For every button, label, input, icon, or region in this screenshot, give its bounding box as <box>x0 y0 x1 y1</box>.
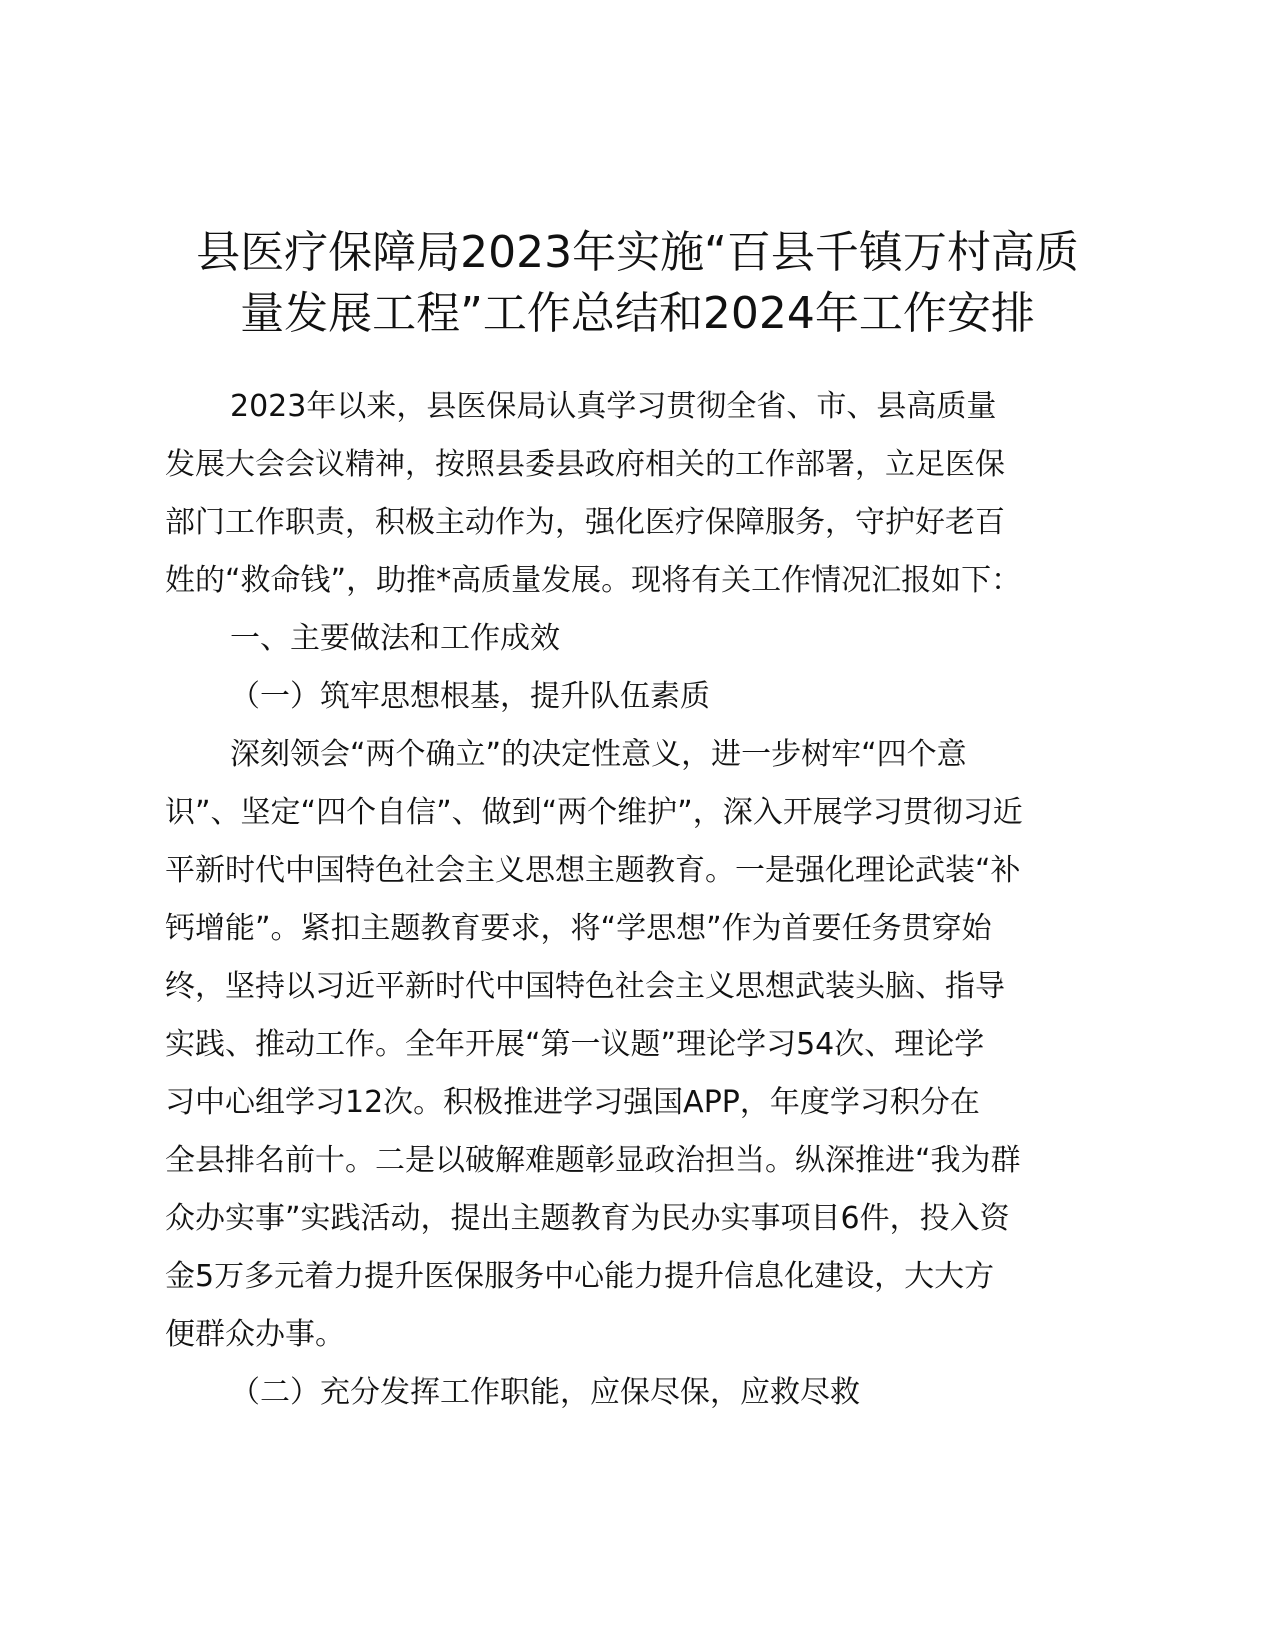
body-paragraph-line: 识”、坚定“四个自信”、做到“两个维护”，深入开展学习贯彻习近 <box>165 795 1023 830</box>
body-paragraph-line: 便群众办事。 <box>165 1317 345 1352</box>
subsection-heading: （一）筑牢思想根基，提升队伍素质 <box>230 679 710 714</box>
intro-paragraph-line: 发展大会会议精神，按照县委县政府相关的工作部署，立足医保 <box>165 447 1005 482</box>
body-paragraph-line: 实践、推动工作。全年开展“第一议题”理论学习54次、理论学 <box>165 1027 985 1062</box>
body-paragraph-line: 金5万多元着力提升医保服务中心能力提升信息化建设，大大方 <box>165 1259 995 1294</box>
section-heading: 一、主要做法和工作成效 <box>230 621 560 656</box>
title-line-2: 量发展工程”工作总结和2024年工作安排 <box>240 288 1035 339</box>
body-paragraph-line: 平新时代中国特色社会主义思想主题教育。一是强化理论武装“补 <box>165 853 1021 888</box>
document-body <box>165 378 1125 1422</box>
intro-paragraph-line: 2023年以来，县医保局认真学习贯彻全省、市、县高质量 <box>230 389 997 424</box>
subsection-heading: （二）充分发挥工作职能，应保尽保，应救尽救 <box>230 1375 860 1410</box>
body-paragraph-line: 钙增能”。紧扣主题教育要求，将“学思想”作为首要任务贯穿始 <box>165 911 992 946</box>
body-paragraph-line: 习中心组学习12次。积极推进学习强国APP，年度学习积分在 <box>165 1085 980 1120</box>
body-paragraph-line: 众办实事”实践活动，提出主题教育为民办实事项目6件，投入资 <box>165 1201 1010 1236</box>
body-paragraph-line: 终，坚持以习近平新时代中国特色社会主义思想武装头脑、指导 <box>165 969 1005 1004</box>
body-paragraph-line: 全县排名前十。二是以破解难题彰显政治担当。纵深推进“我为群 <box>165 1143 1021 1178</box>
intro-paragraph-line: 姓的“救命钱”，助推*高质量发展。现将有关工作情况汇报如下： <box>165 563 1022 598</box>
body-paragraph-line: 深刻领会“两个确立”的决定性意义，进一步树牢“四个意 <box>230 737 967 772</box>
title-line-1: 县医疗保障局2023年实施“百县千镇万村高质 <box>196 227 1079 278</box>
intro-paragraph-line: 部门工作职责，积极主动作为，强化医疗保障服务，守护好老百 <box>165 505 1005 540</box>
document-title <box>150 222 1125 344</box>
